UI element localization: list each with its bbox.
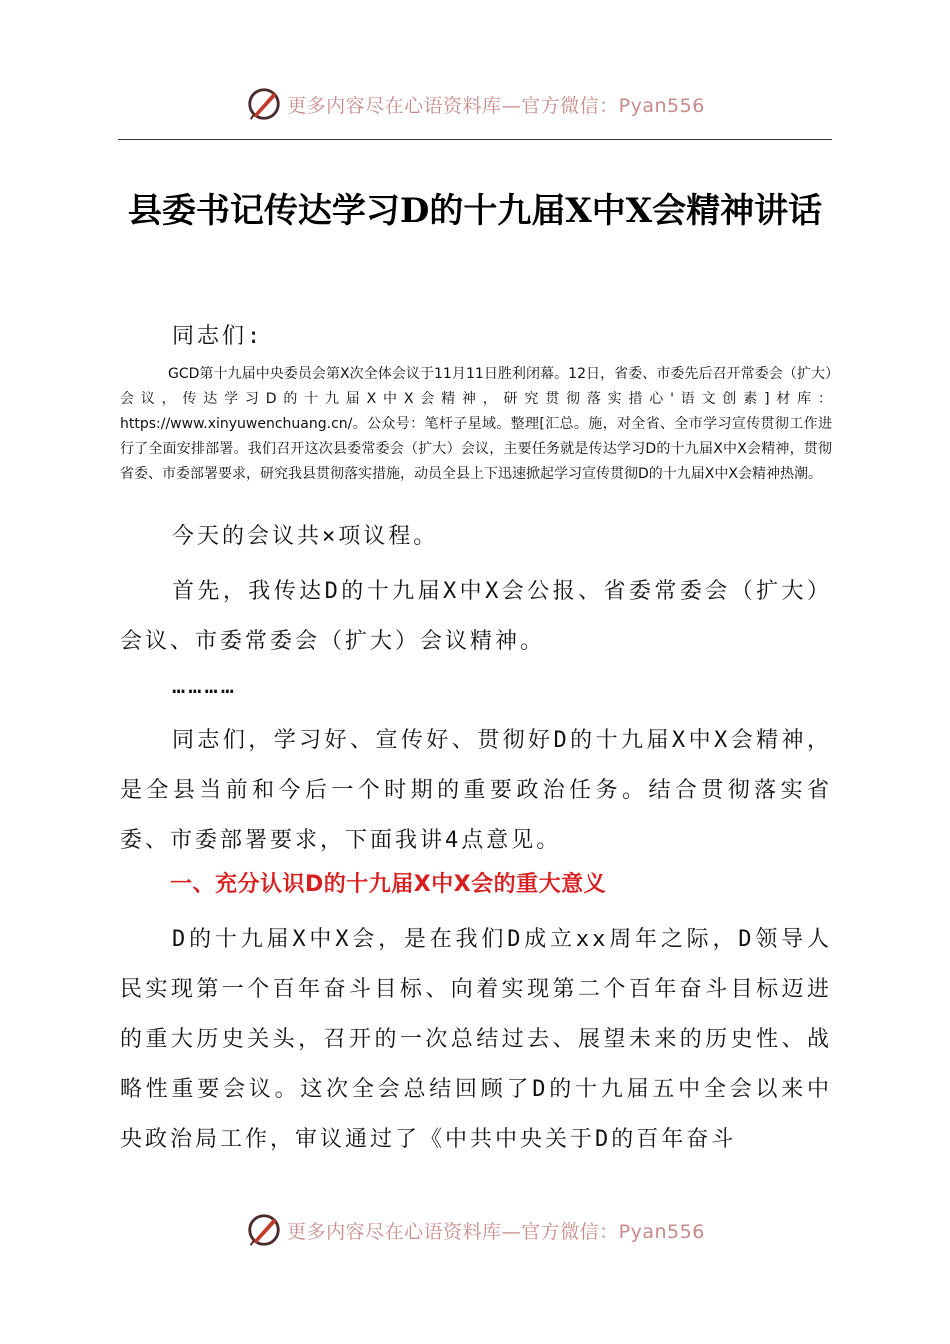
- header-divider: [118, 139, 832, 140]
- footer-watermark: [0, 1208, 950, 1252]
- intro-paragraph: GCD第十九届中央委员会第X次全体会议于11月11日胜利闭幕。12日，省委、市委先后召开常委会（扩大）会议，传达学习D的十九届X中X会精神，研究贯彻落实措心'语文创素]材库：https://www.xinyuwenchuang.cn/。公众号：笔杆子星域。整理[汇总。施，对全省、全市学习宣传贯彻工作进行了全面安排部署。我们召开这次县委常委会（扩大）会议，主要任务就是传达学习D的十九届X中X会精神，贯彻省委、市委部署要求，研究我县贯彻落实措施，动员全县上下迅速掀起学习宣传贯彻D的十九届X中X会精神热潮。: [120, 366, 832, 482]
- section-1-paragraph: D的十九届X中X会，是在我们D成立xx周年之际，D领导人民实现第一个百年奋斗目标、向着实现第二个百年奋斗目标迈进的重大历史关头，召开的一次总结过去、展望未来的历史性、战略性重要会议。这次全会总结回顾了D的十九届五中全会以来中央政治局工作，审议通过了《中共中央关于D的百年奋斗: [120, 927, 832, 1152]
- header-watermark: [0, 82, 950, 126]
- first-item-paragraph: 首先，我传达D的十九届X中X会公报、省委常委会（扩大）会议、市委常委会（扩大）会议精神。: [120, 579, 832, 654]
- agenda-line: 今天的会议共×项议程。: [172, 524, 439, 549]
- quill-logo-icon: [245, 1211, 283, 1249]
- quill-logo-icon: [245, 85, 283, 123]
- wechat-id: Pyan556: [618, 94, 705, 117]
- watermark-text: 更多内容尽在心语资料库—官方微信：Pyan556: [287, 1220, 705, 1243]
- salutation: 同志们:: [172, 324, 264, 349]
- document-title: 县委书记传达学习D的十九届X中X会精神讲话: [127, 191, 823, 231]
- section-heading-1: 一、充分认识D的十九届X中X会的重大意义: [170, 872, 607, 897]
- opinion-intro-paragraph: 同志们，学习好、宣传好、贯彻好D的十九届X中X会精神，是全县当前和今后一个时期的重要政治任务。结合贯彻落实省委、市委部署要求，下面我讲4点意见。: [120, 728, 832, 853]
- wechat-id: Pyan556: [618, 1220, 705, 1243]
- ellipsis-line: …………: [172, 674, 237, 699]
- watermark-text: 更多内容尽在心语资料库—官方微信：Pyan556: [287, 94, 705, 117]
